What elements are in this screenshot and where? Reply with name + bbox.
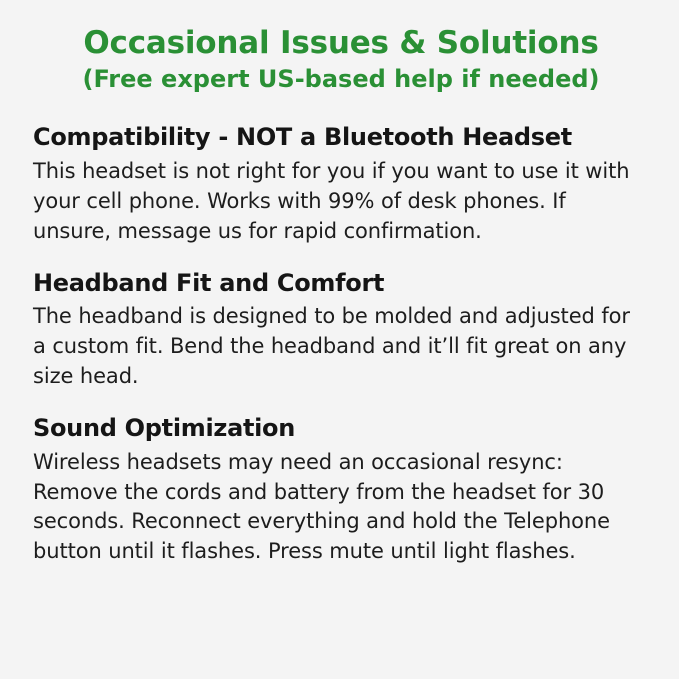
page-subtitle: (Free expert US-based help if needed) [82, 64, 600, 93]
section-headband-fit-heading: Headband Fit and Comfort [33, 268, 385, 297]
section-sound-optimization-heading: Sound Optimization [33, 413, 296, 442]
page-header [33, 26, 649, 93]
page-title: Occasional Issues & Solutions [83, 25, 599, 61]
section-sound-optimization-body: Wireless headsets may need an occasional resync: Remove the cords and battery from the headset for 30 seconds. Reconnect everything and hold the Telephone button until it flashes. Press mute until light flashes. [33, 449, 610, 564]
section-sound-optimization [33, 414, 649, 567]
section-compatibility-heading: Compatibility - NOT a Bluetooth Headset [33, 123, 572, 152]
section-headband-fit-body: The headband is designed to be molded and adjusted for a custom fit. Bend the headband and it’ll fit great on any size head. [33, 304, 630, 389]
section-compatibility [33, 123, 649, 246]
section-compatibility-body: This headset is not right for you if you want to use it with your cell phone. Works with 99% of desk phones. If unsure, message us for rapid confirmation. [33, 159, 630, 243]
section-headband-fit [33, 269, 649, 392]
